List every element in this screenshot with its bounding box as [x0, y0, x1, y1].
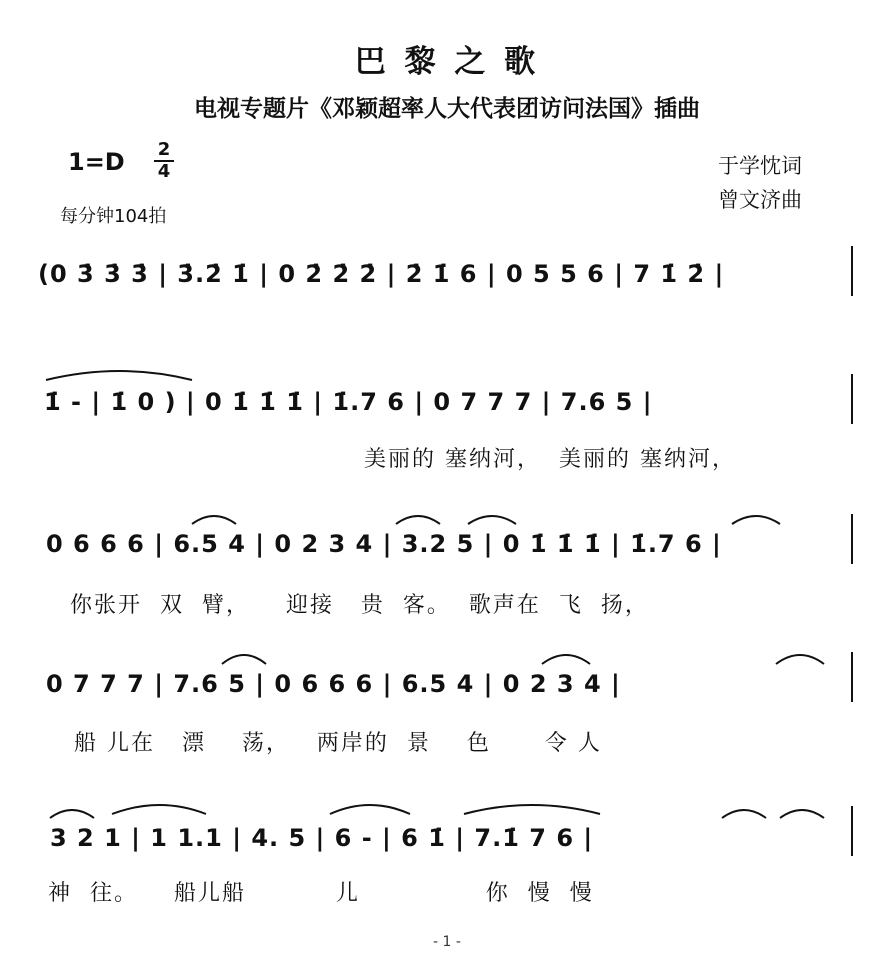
time-signature	[154, 140, 174, 181]
tie-arc	[464, 805, 600, 814]
slur-arc	[396, 516, 440, 524]
slur-arc	[722, 810, 766, 818]
notation-line	[0, 240, 894, 300]
song-subtitle: 电视专题片《邓颖超率人大代表团访问法国》插曲	[194, 96, 700, 122]
notation-line	[0, 368, 894, 428]
key-signature: 1=D	[68, 148, 125, 176]
page-number: - 1 -	[433, 934, 461, 950]
time-signature-top: 2	[154, 140, 174, 162]
slur-arc	[776, 655, 824, 664]
tempo-marking: 每分钟104拍	[60, 206, 167, 227]
slur-arc	[222, 655, 266, 664]
lyric-line: 船 儿在 漂 荡， 两岸的 景 色 令 人	[74, 731, 602, 756]
notation-text: 0 7 7 7 | 7.6 5 | 0 6 6 6 | 6.5 4 | 0 2 3 4 |	[46, 670, 621, 698]
composer-credit: 曾文济曲	[718, 188, 802, 212]
notation-text: 3 2 1 | 1 1.1 | 4. 5 | 6 - | 6 1̇ | 7.1̇ 7 6 |	[50, 824, 594, 852]
time-signature-bottom: 4	[157, 161, 171, 182]
notation-text: 0 6 6 6 | 6.5 4 | 0 2 3 4 | 3.2 5 | 0 1̇ 1̇ 1̇ | 1̇.7 6 |	[46, 530, 722, 558]
song-title: 巴 黎 之 歌	[354, 44, 540, 80]
tie-arc	[330, 805, 410, 814]
slur-arc	[780, 810, 824, 818]
slur-arc	[542, 655, 590, 664]
lyricist-credit: 于学忱词	[718, 154, 802, 178]
notation-text: 1̇ - | 1̇ 0 ) | 0 1̇ 1̇ 1̇ | 1̇.7 6 | 0 7 7 7 | 7.6 5 |	[44, 388, 653, 416]
lyric-line: 美丽的 塞纳河， 美丽的 塞纳河，	[364, 447, 736, 472]
slur-arc	[732, 516, 780, 524]
lyric-line: 神 往。 船儿船 儿 你 慢 慢	[48, 881, 594, 906]
tie-arc	[46, 371, 192, 380]
tie-arc	[112, 805, 206, 814]
slur-arc	[50, 810, 94, 818]
lyric-line: 你张开 双 臂， 迎接 贵 客。 歌声在 飞 扬，	[70, 593, 649, 618]
notation-line	[0, 646, 894, 706]
slur-arc	[192, 516, 236, 524]
notation-text: (0 3̇ 3̇ 3̇ | 3̇.2̇ 1̇ | 0 2̇ 2̇ 2̇ | 2̇ 1̇ 6 | 0 5 5 6 | 7 1̇ 2̇ |	[38, 260, 725, 288]
notation-line	[0, 508, 894, 568]
notation-line	[0, 800, 894, 860]
slur-arc	[468, 516, 516, 524]
